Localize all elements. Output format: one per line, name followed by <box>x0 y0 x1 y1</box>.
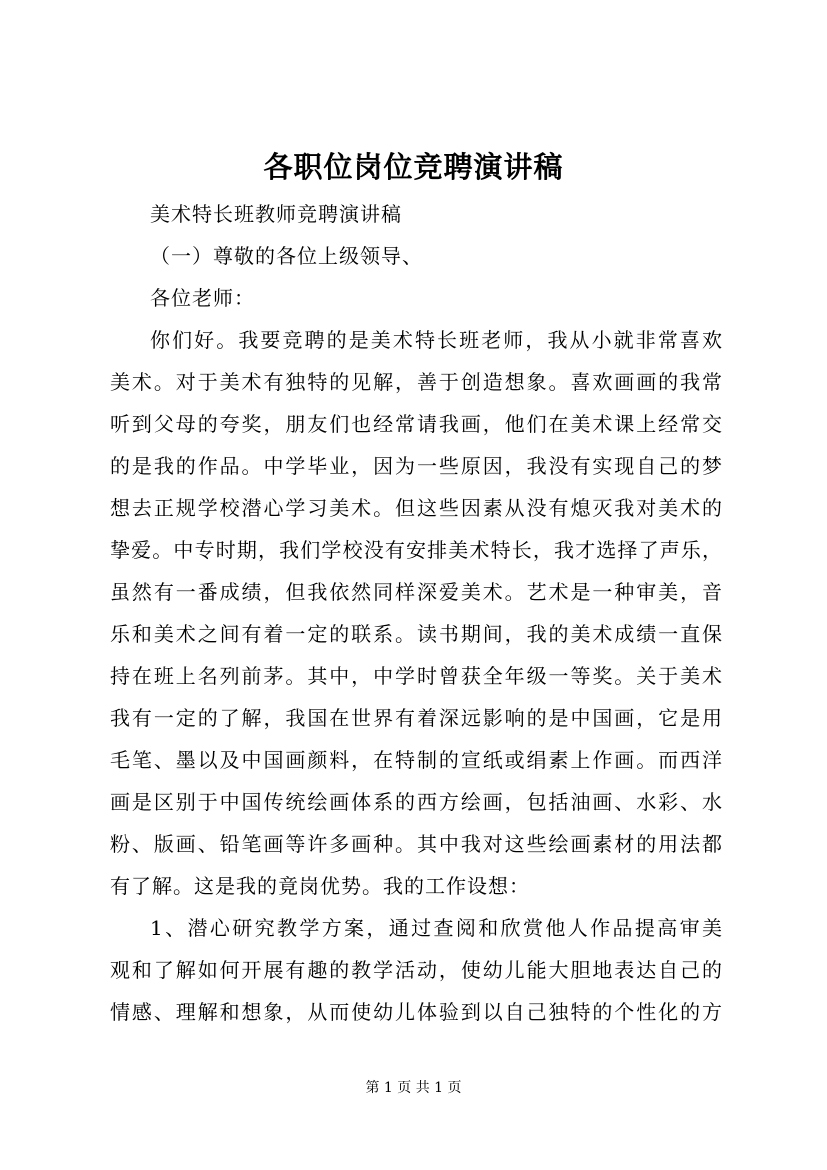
paragraph-line: 各位老师： <box>150 286 255 310</box>
paragraph-line: 听到父母的夸奖，朋友们也经常请我画，他们在美术课上经常交 <box>110 412 722 436</box>
paragraph-line: （一）尊敬的各位上级领导、 <box>150 244 423 268</box>
paragraph-line: 挚爱。中专时期，我们学校没有安排美术特长，我才选择了声乐， <box>110 538 722 562</box>
paragraph-line: 你们好。我要竞聘的是美术特长班老师，我从小就非常喜欢 <box>150 328 722 352</box>
paragraph-line: 粉、版画、铅笔画等许多画种。其中我对这些绘画素材的用法都 <box>110 832 722 856</box>
paragraph-line: 毛笔、墨以及中国画颜料，在特制的宣纸或绢素上作画。而西洋 <box>110 748 722 772</box>
document-title: 各职位岗位竞聘演讲稿 <box>263 150 564 184</box>
paragraph-line: 美术。对于美术有独特的见解，善于创造想象。喜欢画画的我常 <box>110 370 722 394</box>
paragraph-line: 美术特长班教师竞聘演讲稿 <box>150 202 402 226</box>
paragraph-line: 持在班上名列前茅。其中，中学时曾获全年级一等奖。关于美术 <box>110 664 722 688</box>
paragraph-line: 乐和美术之间有着一定的联系。读书期间，我的美术成绩一直保 <box>110 622 722 646</box>
paragraph-line: 想去正规学校潜心学习美术。但这些因素从没有熄灭我对美术的 <box>110 496 722 520</box>
paragraph-line: 观和了解如何开展有趣的教学活动，使幼儿能大胆地表达自己的 <box>110 958 722 982</box>
paragraph-line: 画是区别于中国传统绘画体系的西方绘画，包括油画、水彩、水 <box>110 790 722 814</box>
page-footer: 第 1 页 共 1 页 <box>365 1080 462 1096</box>
paragraph-line: 1、潜心研究教学方案，通过查阅和欣赏他人作品提高审美 <box>150 916 722 940</box>
paragraph-line: 我有一定的了解，我国在世界有着深远影响的是中国画，它是用 <box>110 706 722 730</box>
paragraph-line: 虽然有一番成绩，但我依然同样深爱美术。艺术是一种审美，音 <box>110 580 722 604</box>
paragraph-line: 情感、理解和想象，从而使幼儿体验到以自己独特的个性化的方 <box>110 1000 722 1024</box>
paragraph-line: 有了解。这是我的竟岗优势。我的工作设想： <box>110 874 530 898</box>
paragraph-line: 的是我的作品。中学毕业，因为一些原因，我没有实现自己的梦 <box>110 454 722 478</box>
